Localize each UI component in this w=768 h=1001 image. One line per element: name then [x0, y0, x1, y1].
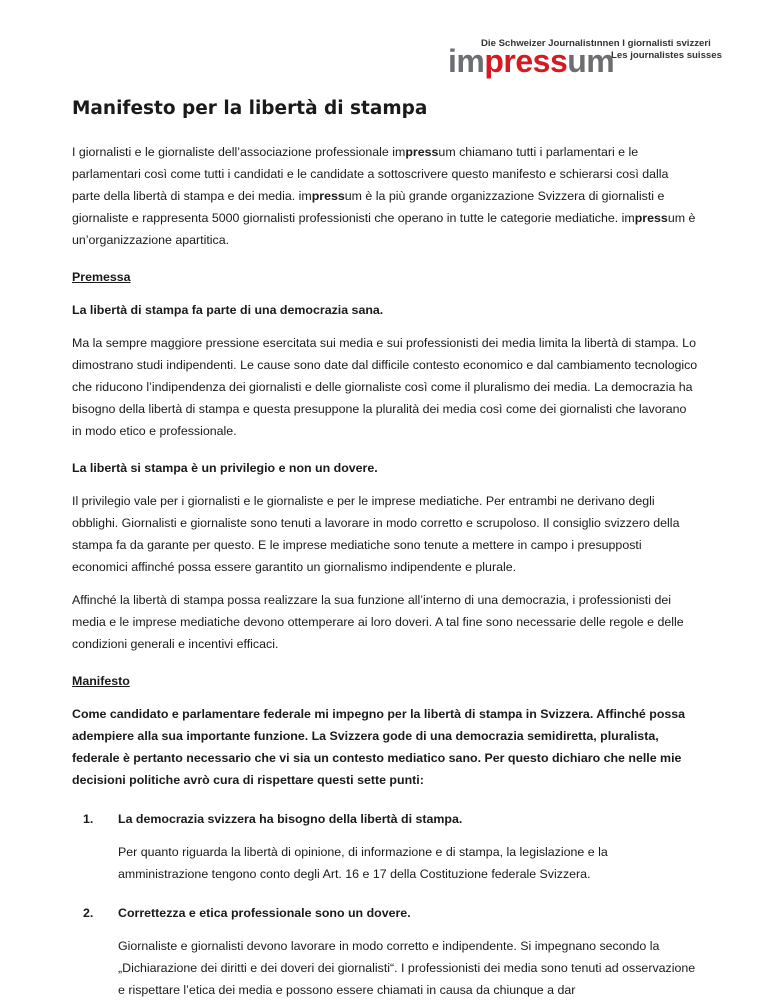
document-body: [72, 98, 698, 1001]
premessa-subheading-1: La libertà di stampa fa parte di una democrazia sana.: [72, 303, 384, 317]
premessa-paragraph-1: Ma la sempre maggiore pressione esercitata sui media e sui professionisti dei media limita la libertà di stampa. Lo dimostrano studi indipendenti. Le cause sono date dal difficile contesto economico e dal cambiamento tecnologico che riducono l’indipendenza dei giornalisti e delle giornaliste così come il pluralismo dei media. La democrazia ha bisogno della libertà di stampa e questa presuppone la pluralità dei media così come dei giornalisti che lavorano in modo etico e professionale.: [72, 336, 698, 438]
manifesto-list: [72, 808, 698, 1001]
document-title: Manifesto per la libertà di stampa: [72, 98, 428, 119]
premessa-paragraph-2: Il privilegio vale per i giornalisti e le giornaliste e per le imprese mediatiche. Per entrambi ne derivano degli obblighi. Giornalisti e giornaliste sono tenuti a lavorare in modo corretto e scrupoloso. Il consiglio svizzero della stampa fa da garante per questo. E le imprese mediatiche sono tenute a mettere in campo i presupposti economici affinché possa essere garantito un giornalismo indipendente e plurale.: [72, 494, 680, 574]
manifesto-lead: Come candidato e parlamentare federale mi impegno per la libertà di stampa in Svizzera. Affinché possa adempiere alla sua importante funzione. La Svizzera gode di una democrazia semidiretta, pluralista, federale è pertanto necessario che vi sia un contesto mediatico sano. Per questo dichiaro che nelle mie decisioni politiche avrò cura di rispettare questi sette punti:: [72, 707, 686, 787]
list-item-text: Per quanto riguarda la libertà di opinione, di informazione e di stampa, la legislazione e la amministrazione tengono conto degli Art. 16 e 17 della Costituzione federale Svizzera.: [118, 845, 608, 881]
premessa-heading: Premessa: [72, 270, 131, 284]
list-item-title: Correttezza e etica professionale sono un dovere.: [118, 906, 411, 920]
list-item-title: La democrazia svizzera ha bisogno della libertà di stampa.: [118, 812, 463, 826]
premessa-subheading-2: La libertà si stampa è un privilegio e non un dovere.: [72, 461, 378, 475]
list-item-text: Giornaliste e giornalisti devono lavorare in modo corretto e indipendente. Si impegnano secondo la „Dichiarazione dei diritti e dei doveri dei giornalisti“. I professionisti dei media sono tenuti ad osservazione e rispettare l’etica dei media e possono essere chiamati in causa da chiunque a dar: [118, 939, 696, 997]
impressum-logo: [448, 38, 722, 79]
logo-wordmark: impressum: [448, 43, 615, 79]
logo-tagline-line2: Les journalistes suisses: [611, 50, 722, 61]
premessa-paragraph-3: Affinché la libertà di stampa possa realizzare la sua funzione all’interno di una democrazia, i professionisti dei media e le imprese mediatiche devono ottemperare ai loro doveri. A tal fine sono necessarie delle regole e delle condizioni generali e incentivi efficaci.: [72, 593, 684, 651]
intro-paragraph: I giornalisti e le giornaliste dell’associazione professionale impressum chiamano tutti i parlamentari e le parlamentari così come tutti i candidati e le candidate a sottoscrivere questo manifesto e schierarsi così dalla parte della libertà di stampa e dei media. impressum è la più grande organizzazione Svizzera di giornalisti e giornaliste e rappresenta 5000 giornalisti professionisti che operano in tutte le categorie mediatiche. impressum è un’organizzazione apartitica.: [72, 145, 696, 247]
manifesto-heading: Manifesto: [72, 674, 130, 688]
list-item: 1. La democrazia svizzera ha bisogno della libertà di stampa. Per quanto riguarda la libertà di opinione, di informazione e di stampa, la legislazione e la amministrazione tengono conto degli Art. 16 e 17 della Costituzione federale Svizzera.: [72, 808, 698, 885]
logo-tagline-line1: Die Schweizer Journalistınnen I giornalisti svizzeri: [481, 38, 711, 49]
list-item: 2. Correttezza e etica professionale sono un dovere. Giornaliste e giornalisti devono lavorare in modo corretto e indipendente. Si impegnano secondo la „Dichiarazione dei diritti e dei doveri dei giornalisti“. I professionisti dei media sono tenuti ad osservazione e rispettare l’etica dei media e possono essere chiamati in causa da chiunque a dar: [72, 902, 698, 1001]
